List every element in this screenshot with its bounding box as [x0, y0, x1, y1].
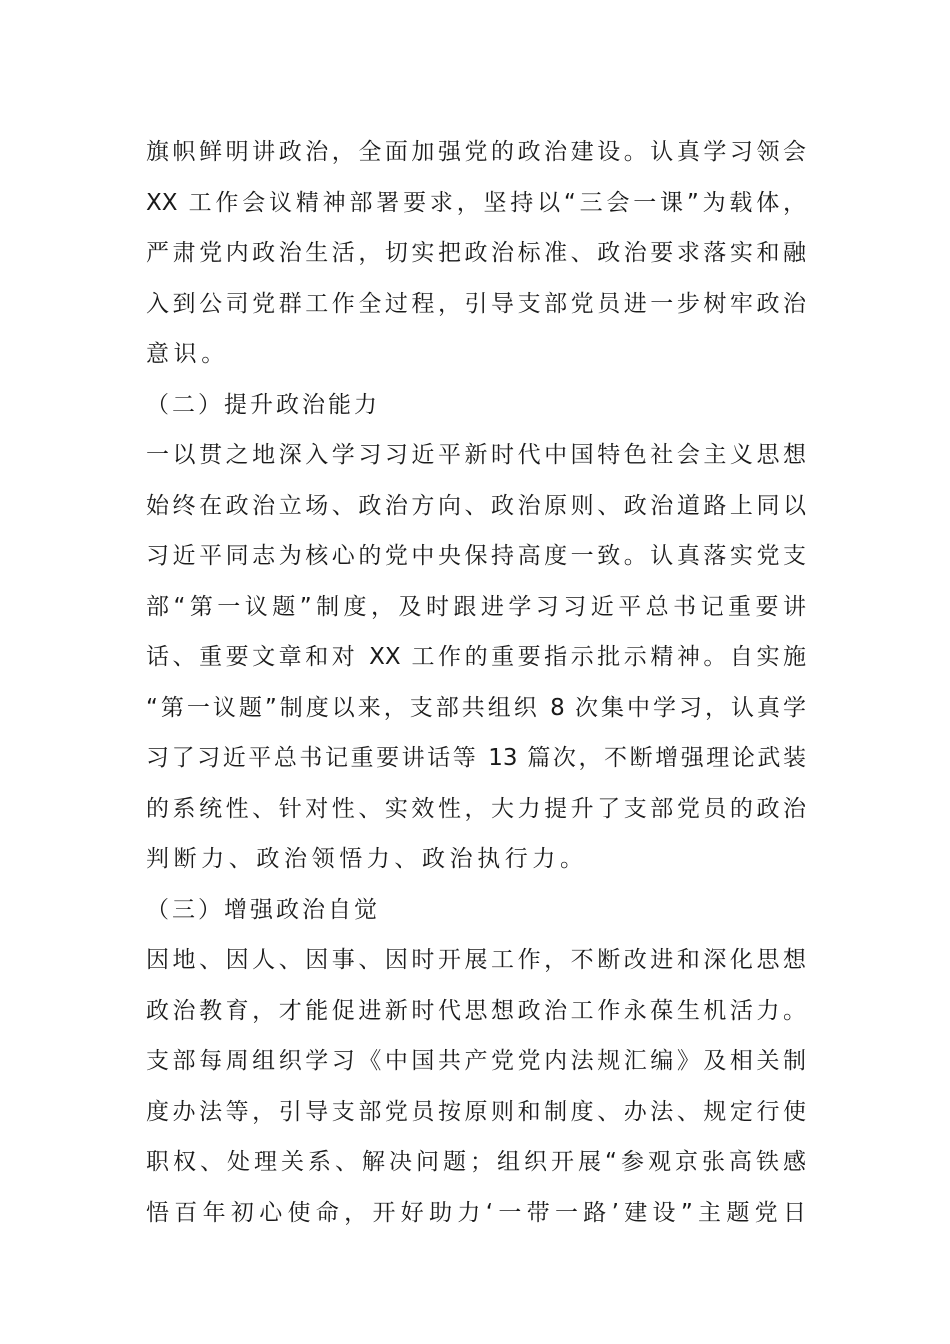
text-line: 严肃党内政治生活，切实把政治标准、政治要求落实和融 — [146, 240, 806, 266]
paragraph-section1 — [146, 127, 806, 380]
text-line: 意识。 — [146, 341, 229, 367]
text-line: 习近平同志为核心的党中央保持高度一致。认真落实党支 — [146, 543, 806, 569]
text-line: 度办法等，引导支部党员按原则和制度、办法、规定行使 — [146, 1098, 806, 1125]
section-heading-3: （三）增强政治自觉 — [146, 896, 380, 923]
text-line: 的系统性、针对性、实效性，大力提升了支部党员的政治 — [146, 795, 806, 822]
text-line: 始终在政治立场、政治方向、政治原则、政治道路上同以 — [146, 492, 806, 519]
section-heading-2: （二）提升政治能力 — [146, 391, 380, 418]
paragraph-section2 — [146, 430, 806, 885]
text-line: 悟百年初心使命，开好助力‘一带一路’建设”主题党日 — [146, 1199, 806, 1226]
text-line: XX 工作会议精神部署要求，坚持以“三会一课”为载体， — [146, 189, 806, 216]
text-line: 职权、处理关系、解决问题；组织开展“参观京张高铁感 — [146, 1149, 806, 1175]
text-line: 入到公司党群工作全过程，引导支部党员进一步树牢政治 — [146, 290, 806, 317]
text-line: “第一议题”制度以来，支部共组织 8 次集中学习，认真学 — [146, 694, 806, 721]
text-line: 部“第一议题”制度，及时跟进学习习近平总书记重要讲 — [146, 593, 806, 620]
text-line: 旗帜鲜明讲政治，全面加强党的政治建设。认真学习领会 — [146, 139, 806, 165]
text-line: 话、重要文章和对 XX 工作的重要指示批示精神。自实施 — [146, 644, 806, 670]
text-line: 习了习近平总书记重要讲话等 13 篇次，不断增强理论武装 — [146, 745, 806, 771]
paragraph-section3 — [146, 935, 806, 1238]
document-body — [146, 127, 806, 1238]
text-line: 一以贯之地深入学习习近平新时代中国特色社会主义思想 — [146, 442, 806, 468]
text-line: 政治教育，才能促进新时代思想政治工作永葆生机活力。 — [146, 997, 806, 1024]
text-line: 因地、因人、因事、因时开展工作，不断改进和深化思想 — [146, 947, 806, 973]
text-line: 支部每周组织学习《中国共产党党内法规汇编》及相关制 — [146, 1048, 806, 1074]
text-line: 判断力、政治领悟力、政治执行力。 — [146, 846, 588, 872]
